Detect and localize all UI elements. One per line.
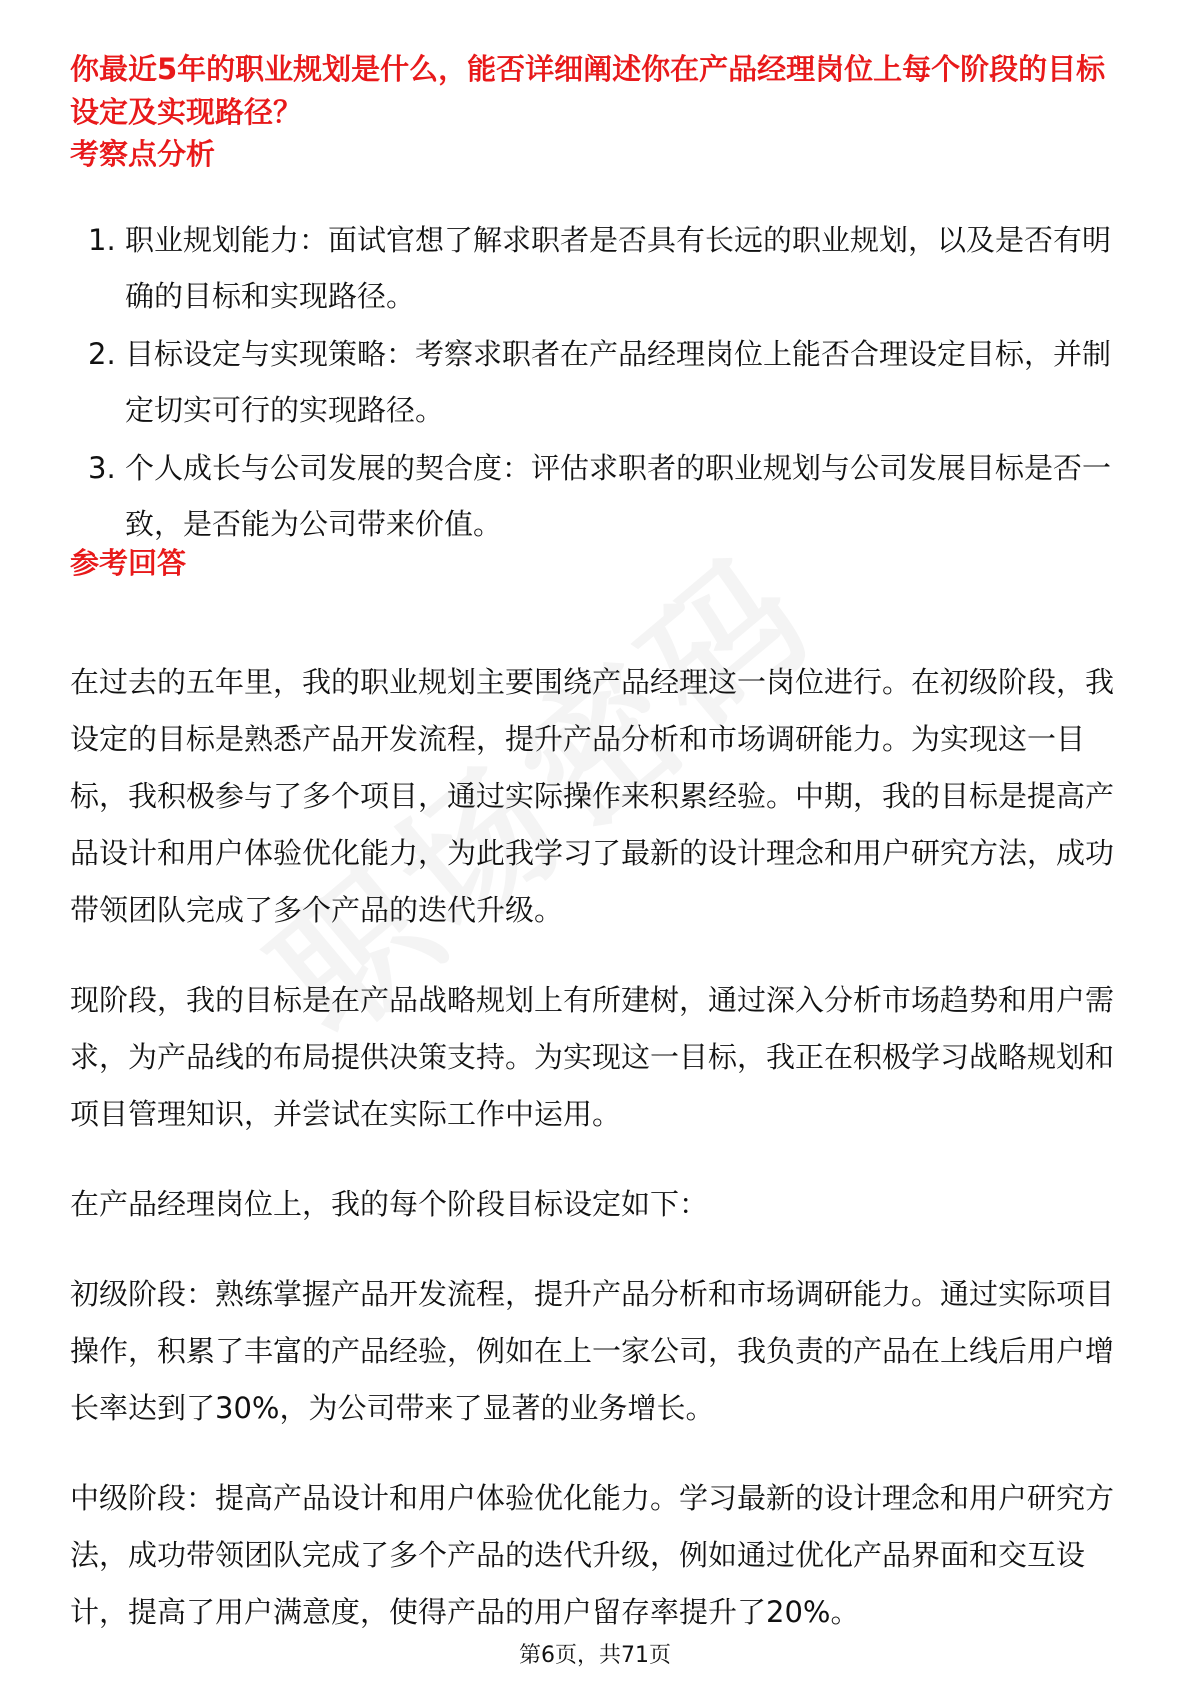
point-number: 3. xyxy=(88,451,116,485)
point-text: 个人成长与公司发展的契合度：评估求职者的职业规划与公司发展目标是否一致，是否能为公司带来价值。 xyxy=(125,451,1112,541)
analysis-point xyxy=(70,326,1120,438)
question-heading: 你最近5年的职业规划是什么，能否详细阐述你在产品经理岗位上每个阶段的目标设定及实现路径？ xyxy=(70,52,1106,129)
answer-section-title: 参考回答 xyxy=(70,546,187,580)
analysis-section-title: 考察点分析 xyxy=(70,137,216,171)
point-text: 目标设定与实现策略：考察求职者在产品经理岗位上能否合理设定目标，并制定切实可行的实现路径。 xyxy=(125,337,1112,427)
answer-paragraph: 在过去的五年里，我的职业规划主要围绕产品经理这一岗位进行。在初级阶段，我设定的目标是熟悉产品开发流程，提升产品分析和市场调研能力。为实现这一目标，我积极参与了多个项目，通过实际操作来积累经验。中期，我的目标是提高产品设计和用户体验优化能力，为此我学习了最新的设计理念和用户研究方法，成功带领团队完成了多个产品的迭代升级。 xyxy=(70,665,1115,927)
answer-paragraph: 初级阶段：熟练掌握产品开发流程，提升产品分析和市场调研能力。通过实际项目操作，积累了丰富的产品经验，例如在上一家公司，我负责的产品在上线后用户增长率达到了30%，为公司带来了显著的业务增长。 xyxy=(70,1277,1115,1425)
answer-paragraph: 在产品经理岗位上，我的每个阶段目标设定如下： xyxy=(70,1187,709,1221)
answer-paragraph: 中级阶段：提高产品设计和用户体验优化能力。学习最新的设计理念和用户研究方法，成功带领团队完成了多个产品的迭代升级，例如通过优化产品界面和交互设计，提高了用户满意度，使得产品的用户留存率提升了20%。 xyxy=(70,1481,1115,1629)
point-text: 职业规划能力：面试官想了解求职者是否具有长远的职业规划，以及是否有明确的目标和实现路径。 xyxy=(125,223,1112,313)
point-number: 2. xyxy=(88,337,116,371)
point-number: 1. xyxy=(88,223,116,257)
page-number-footer: 第6页，共71页 xyxy=(519,1643,671,1668)
answer-body xyxy=(70,654,1120,1674)
analysis-point xyxy=(70,212,1120,324)
analysis-points-list xyxy=(70,212,1120,554)
answer-paragraph: 现阶段，我的目标是在产品战略规划上有所建树，通过深入分析市场趋势和用户需求，为产品线的布局提供决策支持。为实现这一目标，我正在积极学习战略规划和项目管理知识，并尝试在实际工作中运用。 xyxy=(70,983,1115,1131)
analysis-point xyxy=(70,440,1120,552)
